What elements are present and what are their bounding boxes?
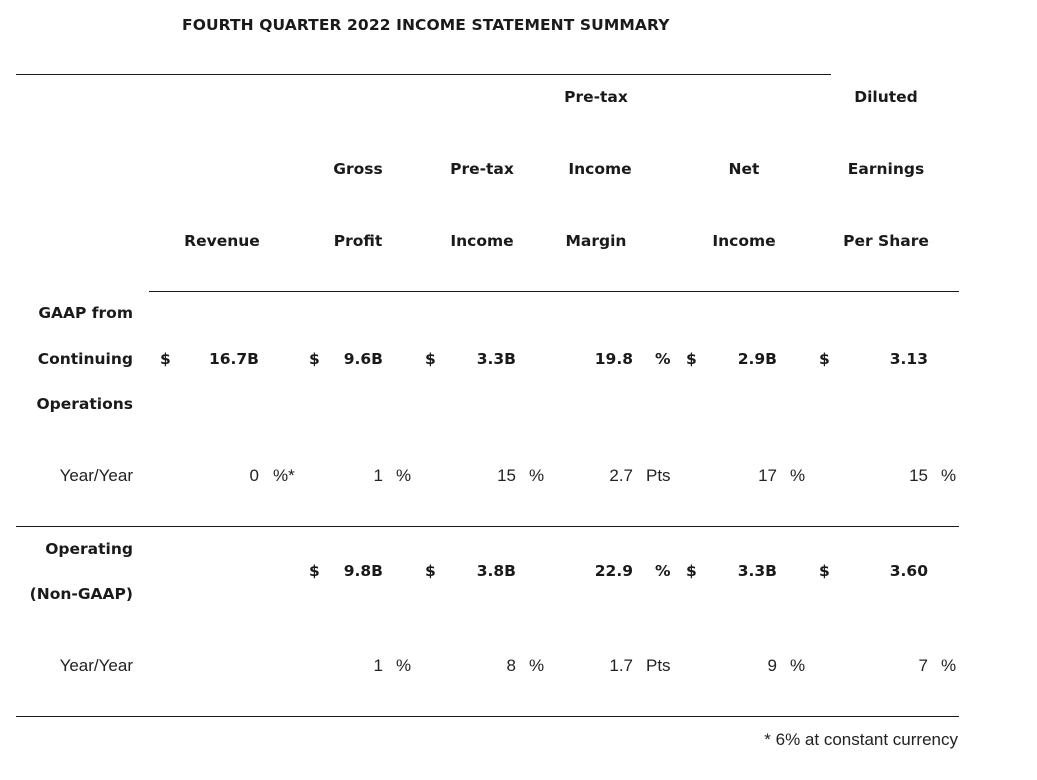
operating-yoy-eps-unit: % [941, 656, 957, 675]
operating-label-line1: Operating [45, 540, 133, 558]
footnote: * 6% at constant currency [764, 730, 958, 749]
section-rule [16, 526, 959, 527]
header-net-income-line1: Net [728, 160, 760, 178]
operating-pretax-margin-value: 22.9 [594, 562, 633, 580]
gaap-yoy-pretax-income-value: 15 [497, 466, 516, 485]
operating-label-line2: (Non-GAAP) [29, 585, 133, 603]
header-gross-profit-line1: Gross [333, 160, 383, 178]
header-eps-line2: Earnings [847, 160, 925, 178]
gaap-revenue-value: 16.7B [208, 350, 259, 368]
gaap-pretax-margin-value: 19.8 [594, 350, 633, 368]
gaap-yoy-revenue-value: 0 [249, 466, 259, 485]
operating-yoy-net-income-value: 9 [767, 656, 777, 675]
header-net-income-line2: Income [712, 232, 776, 250]
gaap-label-line2: Continuing [37, 350, 133, 368]
header-eps-line1: Diluted [854, 88, 918, 106]
gaap-eps-currency: $ [819, 350, 830, 368]
page-title: FOURTH QUARTER 2022 INCOME STATEMENT SUMMARY [182, 16, 670, 34]
gaap-gross-profit-value: 9.6B [343, 350, 383, 368]
header-gross-profit-line2: Profit [333, 232, 383, 250]
operating-yoy-pretax-income-value: 8 [506, 656, 516, 675]
gaap-eps-value: 3.13 [889, 350, 928, 368]
gaap-yoy-pretax-margin-value: 2.7 [609, 466, 633, 485]
gaap-yoy-eps-unit: % [941, 466, 957, 485]
header-pretax-margin-line1: Pre-tax [564, 88, 628, 106]
operating-yoy-pretax-margin-value: 1.7 [609, 656, 633, 675]
header-rule [149, 291, 959, 292]
header-pretax-income-line1: Pre-tax [450, 160, 514, 178]
top-rule [16, 74, 831, 75]
gaap-yoy-eps-value: 15 [909, 466, 928, 485]
header-pretax-margin-line2: Income [568, 160, 632, 178]
operating-eps-value: 3.60 [889, 562, 928, 580]
operating-gross-profit-currency: $ [309, 562, 320, 580]
operating-pretax-margin-unit: % [655, 562, 671, 580]
operating-pretax-income-value: 3.8B [476, 562, 516, 580]
header-eps-line3: Per Share [843, 232, 929, 250]
gaap-yoy-net-income-value: 17 [758, 466, 777, 485]
gaap-yoy-label: Year/Year [59, 466, 133, 485]
header-pretax-income-line2: Income [450, 232, 514, 250]
operating-eps-currency: $ [819, 562, 830, 580]
gaap-yoy-revenue-unit: %* [273, 466, 295, 485]
gaap-yoy-gross-profit-value: 1 [373, 466, 383, 485]
operating-pretax-income-currency: $ [425, 562, 436, 580]
gaap-yoy-pretax-income-unit: % [529, 466, 545, 485]
gaap-pretax-margin-unit: % [655, 350, 671, 368]
gaap-yoy-pretax-margin-unit: Pts [646, 466, 671, 485]
operating-net-income-value: 3.3B [737, 562, 777, 580]
operating-yoy-pretax-income-unit: % [529, 656, 545, 675]
gaap-label-line3: Operations [36, 395, 133, 413]
operating-yoy-label: Year/Year [59, 656, 133, 675]
gaap-pretax-income-currency: $ [425, 350, 436, 368]
operating-net-income-currency: $ [686, 562, 697, 580]
operating-gross-profit-value: 9.8B [343, 562, 383, 580]
gaap-gross-profit-currency: $ [309, 350, 320, 368]
operating-yoy-gross-profit-unit: % [396, 656, 412, 675]
header-pretax-margin-line3: Margin [565, 232, 627, 250]
gaap-net-income-currency: $ [686, 350, 697, 368]
gaap-yoy-net-income-unit: % [790, 466, 806, 485]
operating-yoy-net-income-unit: % [790, 656, 806, 675]
operating-yoy-eps-value: 7 [918, 656, 928, 675]
operating-yoy-pretax-margin-unit: Pts [646, 656, 671, 675]
gaap-yoy-gross-profit-unit: % [396, 466, 412, 485]
gaap-net-income-value: 2.9B [737, 350, 777, 368]
bottom-rule [16, 716, 959, 717]
operating-yoy-gross-profit-value: 1 [373, 656, 383, 675]
header-revenue: Revenue [184, 232, 260, 250]
gaap-pretax-income-value: 3.3B [476, 350, 516, 368]
gaap-label-line1: GAAP from [38, 304, 133, 322]
gaap-revenue-currency: $ [160, 350, 171, 368]
